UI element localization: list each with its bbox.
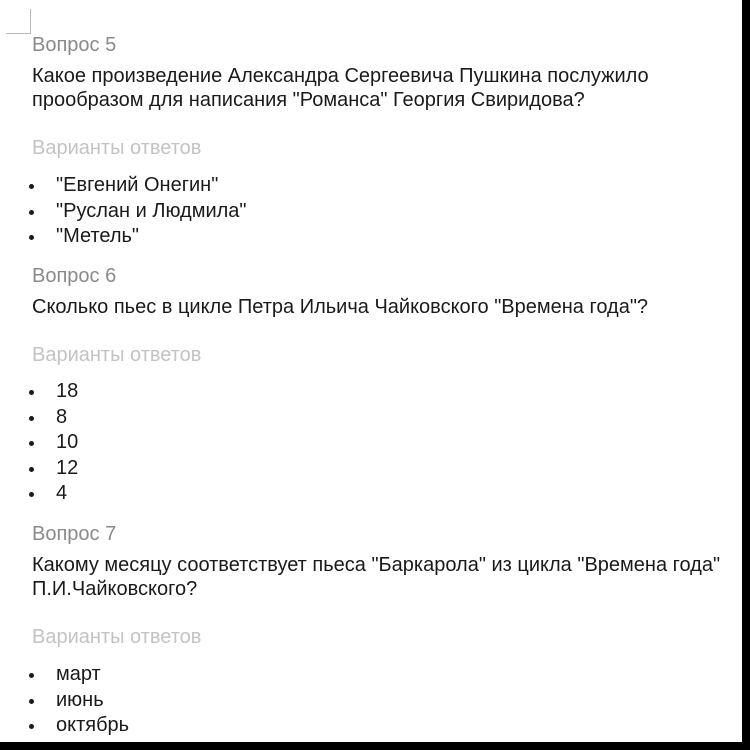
answer-option[interactable] xyxy=(28,173,247,199)
answer-text: 4 xyxy=(56,482,68,504)
question-6-variants-label: Варианты ответов xyxy=(32,344,202,366)
bullet-icon xyxy=(29,467,34,472)
question-6-text-line-1: Сколько пьес в цикле Петра Ильича Чайковского "Времена года"? xyxy=(32,296,649,318)
answer-option[interactable] xyxy=(28,456,78,482)
bullet-icon xyxy=(29,210,34,215)
bullet-icon xyxy=(29,235,34,240)
question-5-answer-list xyxy=(28,173,247,250)
question-7-variants-label: Варианты ответов xyxy=(32,626,202,648)
answer-text: "Руслан и Людмила" xyxy=(56,199,247,222)
question-7-answer-list xyxy=(28,662,129,739)
bullet-icon xyxy=(29,184,34,189)
question-7-text-line-2: П.И.Чайковского? xyxy=(32,578,198,600)
answer-text: март xyxy=(56,663,101,685)
question-7-text xyxy=(32,553,720,601)
question-7-label: Вопрос 7 xyxy=(32,523,117,545)
answer-option[interactable] xyxy=(28,481,78,507)
answer-option[interactable] xyxy=(28,199,247,225)
answer-text: 8 xyxy=(56,405,68,428)
answer-text: октябрь xyxy=(56,714,130,736)
question-7-text-line-1: Какому месяцу соответствует пьеса "Баркарола" из цикла "Времена года" xyxy=(32,554,721,576)
question-6-label: Вопрос 6 xyxy=(32,265,117,287)
answer-text: "Евгений Онегин" xyxy=(56,174,219,196)
bullet-icon xyxy=(29,416,34,421)
bullet-icon xyxy=(29,390,34,395)
page-corner-mark xyxy=(6,9,31,34)
answer-text: 12 xyxy=(56,456,79,479)
answer-text: "Метель" xyxy=(56,225,140,247)
answer-text: 10 xyxy=(56,431,79,453)
answer-option[interactable] xyxy=(28,662,129,688)
answer-text: июнь xyxy=(56,688,104,711)
bullet-icon xyxy=(29,492,34,497)
bullet-icon xyxy=(29,441,34,446)
question-6-answer-list xyxy=(28,379,78,507)
question-5-text xyxy=(32,64,649,112)
answer-option[interactable] xyxy=(28,379,78,405)
answer-text: 18 xyxy=(56,380,79,402)
question-5-text-line-2: прообразом для написания "Романса" Георгия Свиридова? xyxy=(32,89,585,111)
answer-option[interactable] xyxy=(28,405,78,431)
question-5-text-line-1: Какое произведение Александра Сергеевича Пушкина послужило xyxy=(32,65,649,87)
answer-option[interactable] xyxy=(28,224,247,250)
bullet-icon xyxy=(29,699,34,704)
answer-option[interactable] xyxy=(28,713,129,739)
question-6-text xyxy=(32,295,648,319)
question-5-label: Вопрос 5 xyxy=(32,34,117,56)
answer-option[interactable] xyxy=(28,430,78,456)
question-5-variants-label: Варианты ответов xyxy=(32,137,202,159)
answer-option[interactable] xyxy=(28,688,129,714)
bullet-icon xyxy=(29,724,34,729)
bullet-icon xyxy=(29,673,34,678)
